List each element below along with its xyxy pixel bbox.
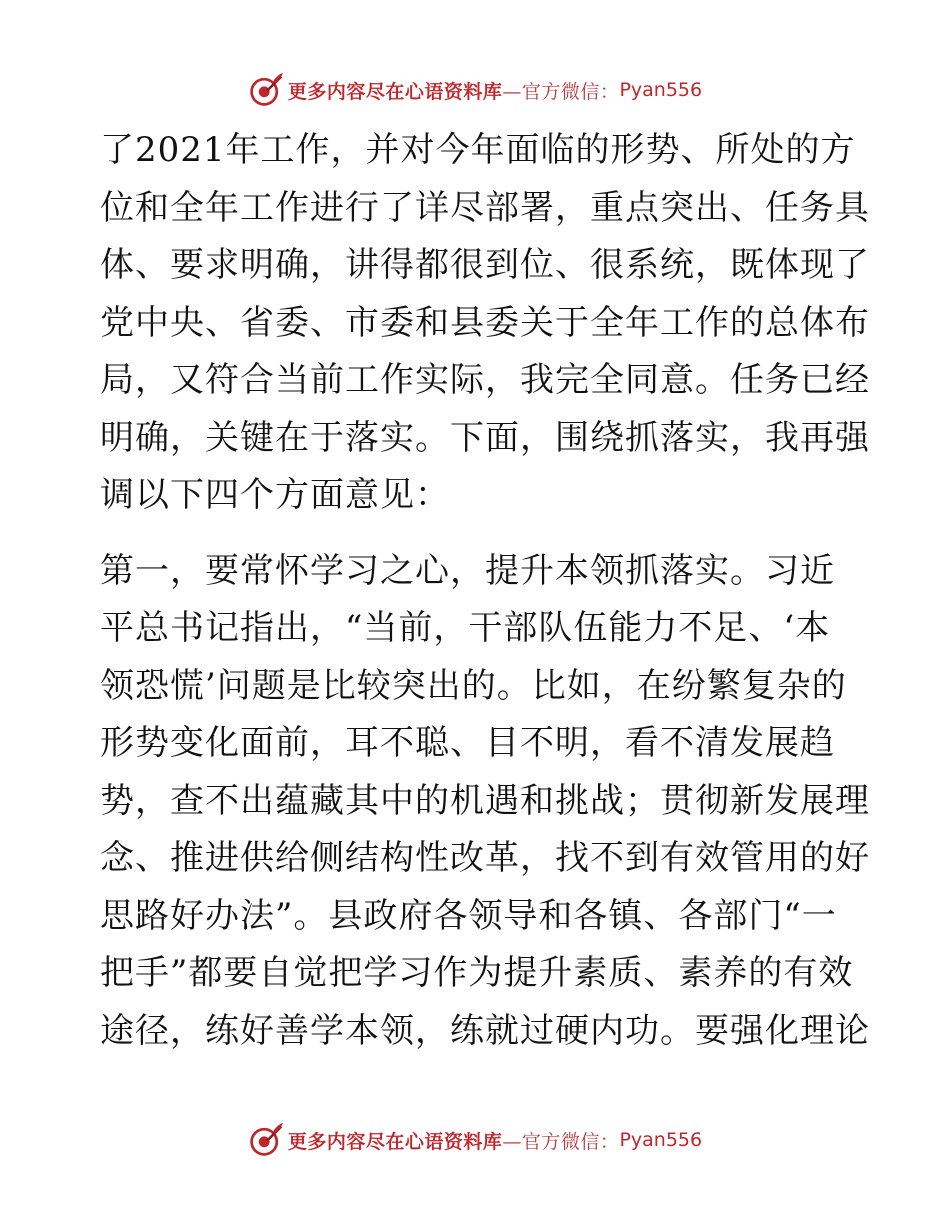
watermark-rest-text: —官方微信： [502,80,620,103]
watermark-code: Pyan556 [619,1129,703,1151]
watermark-code: Pyan556 [619,79,703,101]
text-line: 位和全年工作进行了详尽部署，重点突出、任务具 [100,187,870,228]
text-line: 明确，关键在于落实。下面，围绕抓落实，我再强 [100,417,870,458]
text-line: 第一，要常怀学习之心，提升本领抓落实。习近 [100,550,835,591]
text-line: 党中央、省委、市委和县委关于全年工作的总体布 [100,302,870,343]
quill-logo-icon [248,1122,284,1158]
watermark-brand [288,77,620,104]
paragraph-1 [100,122,870,525]
watermark-brand-text: 更多内容尽在心语资料库 [287,80,503,103]
text-line: 平总书记指出，“当前，干部队伍能力不足、‘本 [100,608,831,648]
watermark-brand [288,1127,620,1154]
text-line: 途径，练好善学本领，练就过硬内功。要强化理论 [100,1010,870,1051]
document-body [100,122,870,1060]
text-line: 体、要求明确，讲得都很到位、很系统，既体现了 [100,245,870,285]
watermark-rest-text: —官方微信： [502,1130,620,1153]
watermark-brand-text: 更多内容尽在心语资料库 [287,1130,503,1153]
text-line: 念、推进供给侧结构性改革，找不到有效管用的好 [100,838,870,878]
text-line: 调以下四个方面意见： [100,475,450,515]
text-line: 势，查不出蕴藏其中的机遇和挑战；贯彻新发展理 [100,780,870,821]
header-watermark [0,70,950,110]
text-line: 局，又符合当前工作实际，我完全同意。任务已经 [100,360,870,400]
text-line: 领恐慌’问题是比较突出的。比如，在纷繁复杂的 [100,665,847,706]
text-line: 把手”都要自觉把学习作为提升素质、素养的有效 [100,953,854,993]
text-line: 形势变化面前，耳不聪、目不明，看不清发展趋 [100,723,835,763]
text-line: 了2021年工作，并对今年面临的形势、所处的方 [100,130,856,170]
text-line: 思路好办法”。县政府各领导和各镇、各部门“一 [100,895,837,936]
quill-logo-icon [248,72,284,108]
paragraph-2 [100,543,870,1061]
footer-watermark [0,1120,950,1160]
